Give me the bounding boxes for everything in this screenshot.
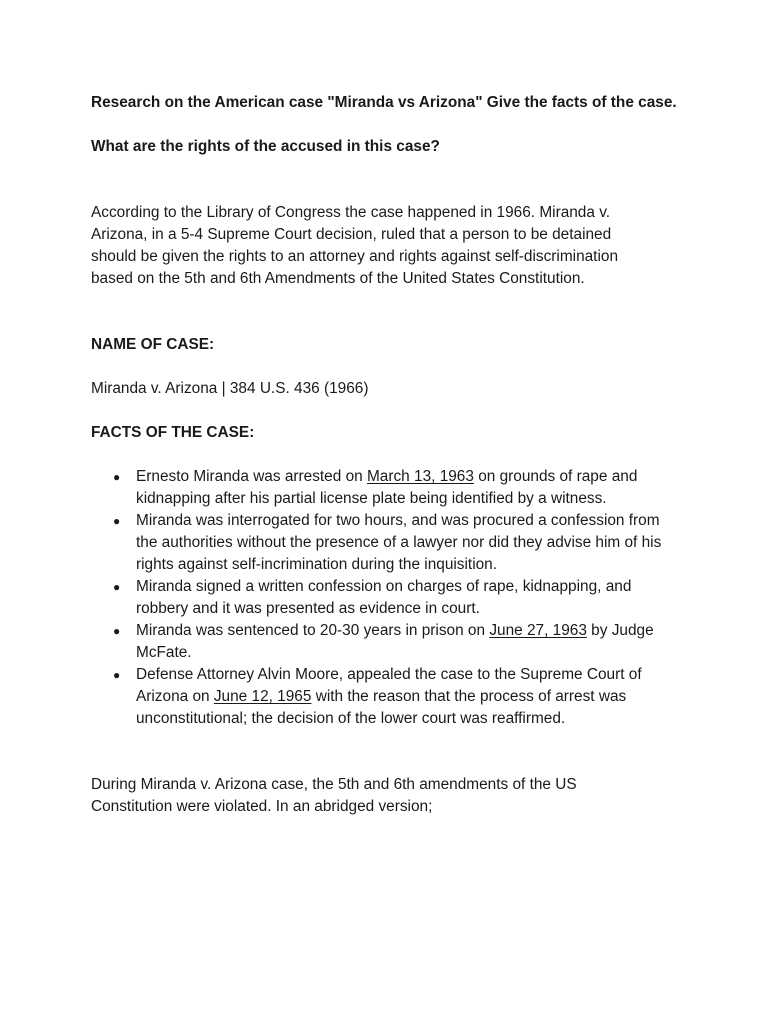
- name-of-case-heading: NAME OF CASE:: [91, 336, 215, 353]
- fact-text: Defense Attorney Alvin Moore, appealed the case to the Supreme Court of Arizona on: [136, 666, 642, 705]
- fact-text: on grounds of rape and kidnapping after his partial license plate being identified by a witness.: [136, 468, 638, 507]
- facts-list: [91, 466, 681, 730]
- date-link[interactable]: June 12, 1965: [213, 688, 312, 705]
- bullet-icon: ●: [113, 668, 121, 682]
- bullet-icon: ●: [113, 514, 121, 528]
- fact-text: by Judge McFate.: [136, 622, 654, 661]
- intro-paragraph: According to the Library of Congress the case happened in 1966. Miranda v. Arizona, in a 5-4 Supreme Court decision, ruled that a person to be detained should be given the rights to an attorney and rights against self-discrimination based on the 5th and 6th Amendments of the United States Constitution.: [91, 204, 619, 287]
- list-item: [91, 466, 681, 510]
- fact-text: with the reason that the process of arrest was unconstitutional; the decision of the lower court was reaffirmed.: [136, 688, 627, 727]
- question-heading-facts: Research on the American case "Miranda vs Arizona" Give the facts of the case.: [91, 94, 677, 111]
- fact-text: Miranda was sentenced to 20-30 years in prison on: [136, 622, 490, 639]
- list-item: [91, 620, 681, 664]
- bullet-icon: ●: [113, 624, 121, 638]
- bullet-icon: ●: [113, 470, 121, 484]
- date-link[interactable]: March 13, 1963: [366, 468, 474, 485]
- document-page: [91, 92, 691, 818]
- closing-paragraph: During Miranda v. Arizona case, the 5th and 6th amendments of the US Constitution were violated. In an abridged version;: [91, 776, 577, 815]
- facts-heading: FACTS OF THE CASE:: [91, 424, 255, 441]
- fact-text: Miranda signed a written confession on charges of rape, kidnapping, and robbery and it was presented as evidence in court.: [136, 578, 632, 617]
- list-item: [91, 510, 681, 576]
- case-name: Miranda v. Arizona | 384 U.S. 436 (1966): [91, 380, 369, 397]
- list-item: [91, 664, 681, 730]
- bullet-icon: ●: [113, 580, 121, 594]
- fact-text: Ernesto Miranda was arrested on: [136, 468, 367, 485]
- date-link[interactable]: June 27, 1963: [489, 622, 587, 639]
- question-heading-rights: What are the rights of the accused in this case?: [91, 138, 440, 155]
- list-item: [91, 576, 681, 620]
- fact-text: Miranda was interrogated for two hours, and was procured a confession from the authorities without the presence of a lawyer nor did they advise him of his rights against self-incrimination during the inquisition.: [136, 512, 662, 573]
